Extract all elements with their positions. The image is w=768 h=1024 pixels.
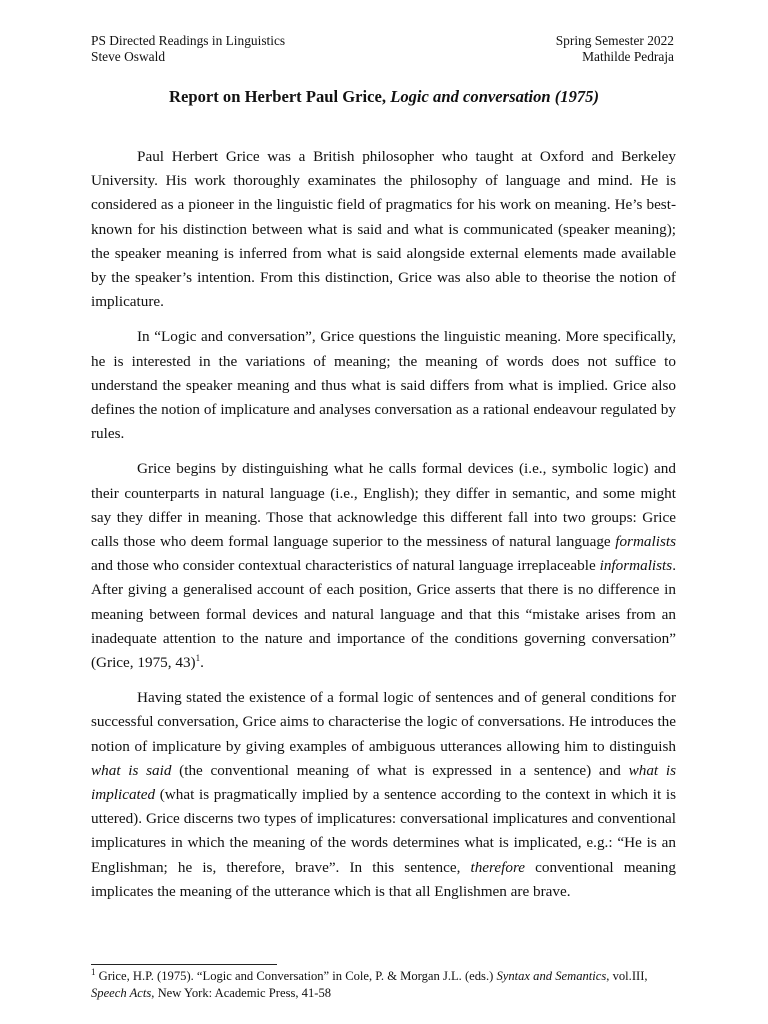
paragraph-3 bbox=[91, 457, 676, 675]
footnote-ref[interactable]: 1 bbox=[195, 653, 201, 663]
footnote-divider bbox=[91, 964, 277, 965]
header-row-2 bbox=[91, 49, 674, 65]
footnote-text-e: , New York: Academic Press, 41-58 bbox=[151, 986, 332, 1000]
paragraph-4-text-e: (what is pragmatically implied by a sentence according to the context in which it is uttered). Grice discerns two types of implicatures: conversational implicatures and conventional implicatures in which the meaning of the words determines what is implicated, e.g.: “He is an Englishman; he is, therefore, brave”. In this sentence, bbox=[91, 786, 676, 876]
paragraph-3-text-a: Grice begins by distinguishing what he calls formal devices (i.e., symbolic logic) and their counterparts in natural language (i.e., English); they differ in semantic, and some might say they differ in meaning. Those that acknowledge this different fall into two groups: Grice calls those who deem formal language superior to the messiness of natural language bbox=[91, 460, 676, 551]
instructor-name: Steve Oswald bbox=[91, 49, 166, 64]
footnote-number: 1 bbox=[91, 966, 96, 977]
term-what-is-said: what is said bbox=[91, 761, 172, 779]
footnote bbox=[91, 968, 678, 1002]
paragraph-2: In “Logic and conversation”, Grice questions the linguistic meaning. More specifically, he is interested in the variations of meaning; the meaning of words does not suffice to understand the speaker meaning and thus what is said differs from what is implied. Grice also defines the notion of implicature and analyses conversation as a rational endeavour regulated by rules. bbox=[91, 328, 676, 443]
footnote-text-a: Grice, H.P. (1975). “Logic and Conversation” in Cole, P. & Morgan J.L. (eds.) bbox=[95, 969, 497, 983]
title-main: Report on Herbert Paul Grice, bbox=[169, 87, 391, 106]
paragraph-3-text-f: . bbox=[200, 654, 204, 672]
term-what-is-implicated: what is implicated bbox=[91, 761, 676, 804]
paragraph-4-text-g: conventional meaning implicates the meaning of the utterance which is that all Englishmen are brave. bbox=[91, 858, 676, 900]
paragraph-3-text-c: and those who consider contextual characteristics of natural language irreplaceable bbox=[91, 557, 600, 575]
course-name: PS Directed Readings in Linguistics bbox=[91, 33, 286, 48]
footnote-volume-title: Speech Acts bbox=[91, 986, 152, 1000]
paragraph-4 bbox=[91, 686, 676, 904]
footnote-book-title: Syntax and Semantics bbox=[496, 969, 607, 983]
document-body bbox=[91, 145, 676, 915]
header-row-1 bbox=[91, 33, 674, 49]
footnote-text-c: , vol.III, bbox=[606, 969, 648, 983]
paragraph-4-text-a: Having stated the existence of a formal logic of sentences and of general conditions for successful conversation, Grice aims to characterise the logic of conversations. He introduces the notion of implicature by giving examples of ambiguous utterances allowing him to distinguish bbox=[91, 689, 676, 755]
paragraph-1: Paul Herbert Grice was a British philosopher who taught at Oxford and Berkeley University. His work thoroughly examinates the philosophy of language and mind. He is considered as a pioneer in the linguistic field of pragmatics for his work on meaning. He’s best-known for his distinction between what is said and what is communicated (speaker meaning); the speaker meaning is inferred from what is said alongside external elements made available by the speaker’s intention. From this distinction, Grice was also able to theorise the notion of implicature. bbox=[91, 148, 676, 311]
document-title bbox=[60, 87, 708, 107]
paragraph-4-text-c: (the conventional meaning of what is expressed in a sentence) and bbox=[171, 761, 629, 779]
semester: Spring Semester 2022 bbox=[555, 33, 674, 48]
author-name: Mathilde Pedraja bbox=[582, 49, 674, 64]
title-italic: Logic and conversation (1975) bbox=[390, 87, 599, 106]
page-header bbox=[91, 33, 674, 65]
paragraph-3-text-e: . After giving a generalised account of each position, Grice asserts that there is no difference in meaning between formal devices and natural language and that this “mistake arises from an inadequate attention to the nature and importance of the conditions governing conversation” (Grice, 1975, 43) bbox=[91, 557, 676, 672]
term-therefore: therefore bbox=[470, 858, 526, 876]
term-formalists: formalists bbox=[615, 533, 676, 551]
term-informalists: informalists bbox=[599, 557, 673, 575]
